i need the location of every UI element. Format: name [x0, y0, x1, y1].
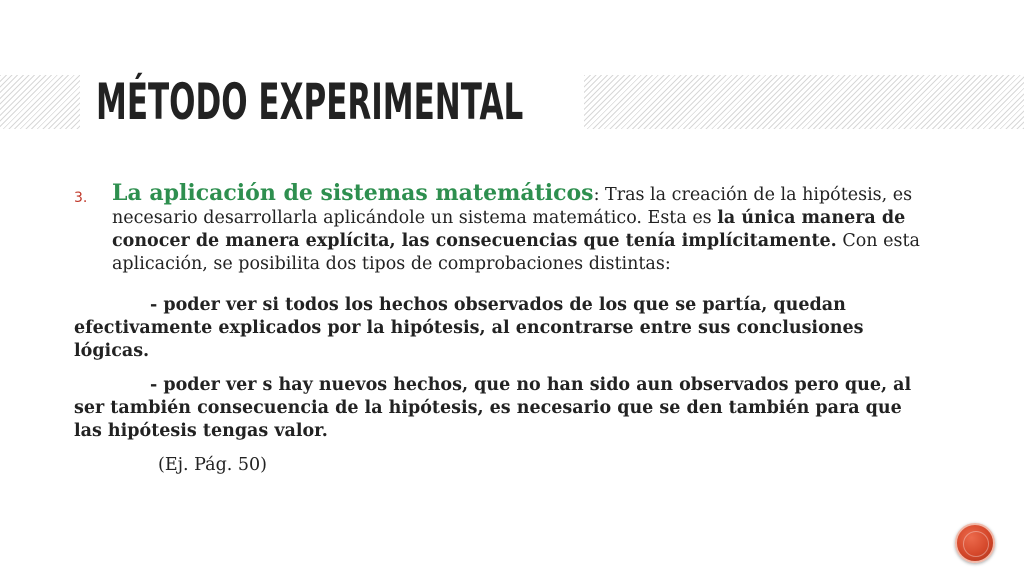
item-separator: : [593, 185, 600, 205]
item-text: Tras la creación de la hipótesis, es necesario desarrollarla aplicándole un sistema matemático. Esta es [112, 185, 913, 228]
slide-content [74, 182, 930, 477]
subpoint-2: - poder ver s hay nuevos hechos, que no han sido aun observados pero que, al ser también consecuencia de la hipótesis, es necesario que se den también para que las hipótesis tengas valor. [74, 375, 912, 441]
circle-button-ring [963, 531, 989, 557]
item-number: 3. [74, 190, 88, 206]
example-reference: (Ej. Pág. 50) [158, 455, 267, 475]
list-item [74, 182, 930, 276]
title-decoration-right [584, 75, 1024, 129]
item-text-continued: Con esta aplicación, se posibilita dos tipos de comprobaciones distintas: [112, 231, 920, 274]
item-heading: La aplicación de sistemas matemáticos [112, 180, 594, 206]
slide-title: MÉTODO EXPERIMENTAL [96, 73, 524, 131]
title-decoration-left [0, 75, 80, 129]
item-text-bold: la única manera de conocer de manera explícita, las consecuencias que tenía implícitamente. [112, 208, 906, 251]
circle-button-icon[interactable] [955, 523, 995, 563]
subpoint-1: - poder ver si todos los hechos observados de los que se partía, quedan efectivamente explicados por la hipótesis, al encontrarse entre sus conclusiones lógicas. [74, 295, 864, 361]
